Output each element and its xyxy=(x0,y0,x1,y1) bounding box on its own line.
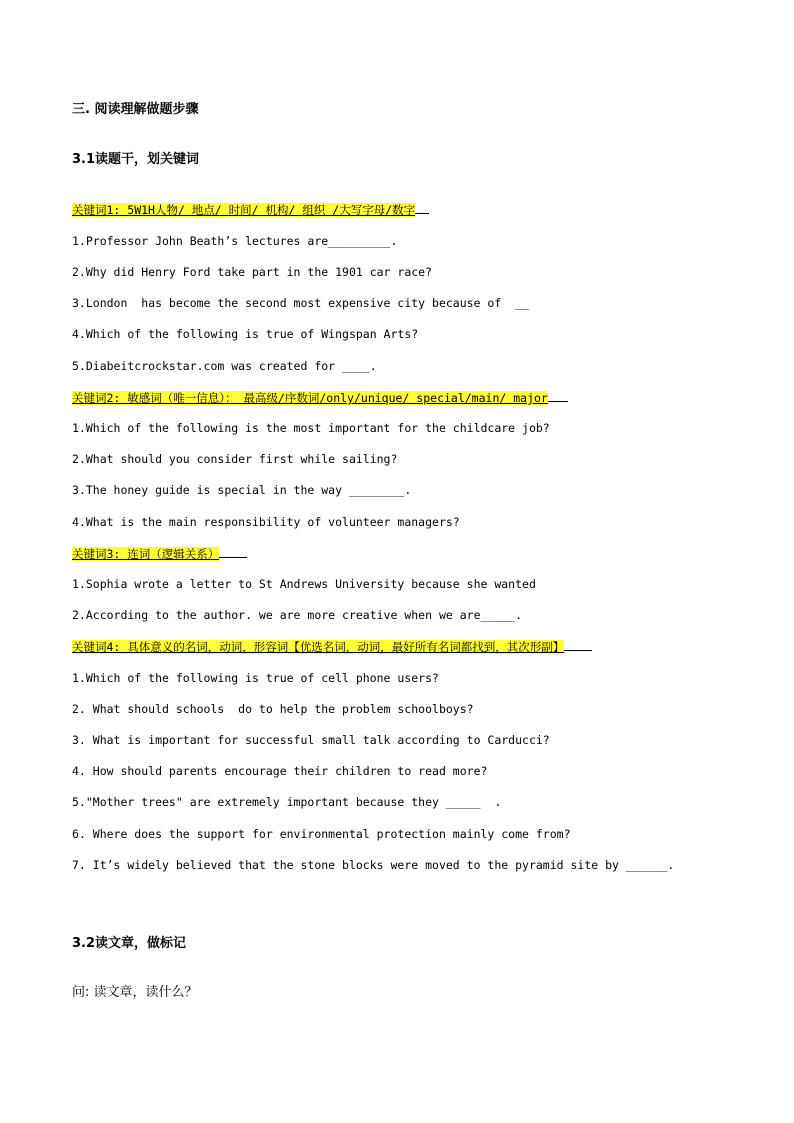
kw4-question-7: 7. It’s widely believed that the stone blocks were moved to the pyramid site by ______. xyxy=(72,858,675,872)
keyword-3-highlight: 关键词3: 连词（逻辑关系） xyxy=(72,547,220,561)
keyword-1-label xyxy=(72,201,429,218)
kw2-question-3: 3.The honey guide is special in the way ________. xyxy=(72,483,412,497)
kw1-question-5: 5.Diabeitcrockstar.com was created for ____. xyxy=(72,359,377,373)
kw4-question-1: 1.Which of the following is true of cell phone users? xyxy=(72,671,439,685)
kw1-question-2: 2.Why did Henry Ford take part in the 1901 car race? xyxy=(72,265,433,279)
kw1-question-1: 1.Professor John Beath’s lectures are_________. xyxy=(72,234,398,248)
reading-question-line: 问: 读文章，读什么？ xyxy=(72,985,198,1000)
kw2-question-4: 4.What is the main responsibility of volunteer managers? xyxy=(72,515,460,529)
keyword-4-underline-tail xyxy=(564,638,592,651)
kw4-question-2: 2. What should schools do to help the problem schoolboys? xyxy=(72,702,474,716)
kw1-question-3: 3.London has become the second most expensive city because of __ xyxy=(72,296,529,310)
keyword-2-highlight: 关键词2: 敏感词（唯一信息）： 最高级/序数词/only/unique/ special/main/ major xyxy=(72,391,548,405)
kw1-question-4: 4.Which of the following is true of Wingspan Arts? xyxy=(72,327,419,341)
keyword-3-label xyxy=(72,545,247,562)
section-title: 三. 阅读理解做题步骤 xyxy=(72,102,199,117)
keyword-4-highlight: 关键词4: 具体意义的名词，动词，形容词【优选名词，动词，最好所有名词都找到，其次形副】 xyxy=(72,640,565,654)
kw3-question-2: 2.According to the author. we are more creative when we are_____. xyxy=(72,608,523,622)
keyword-1-underline-tail xyxy=(415,201,429,214)
keyword-4-label xyxy=(72,638,592,655)
keyword-2-label xyxy=(72,389,568,406)
kw4-question-5: 5."Mother trees" are extremely important because they _____ . xyxy=(72,795,502,809)
kw4-question-6: 6. Where does the support for environmental protection mainly come from? xyxy=(72,827,571,841)
kw3-question-1: 1.Sophia wrote a letter to St Andrews University because she wanted xyxy=(72,577,536,591)
kw2-question-2: 2.What should you consider first while sailing? xyxy=(72,452,398,466)
keyword-2-underline-tail xyxy=(548,389,568,402)
keyword-3-underline-tail xyxy=(219,545,247,558)
kw4-question-3: 3. What is important for successful small talk according to Carducci? xyxy=(72,733,550,747)
keyword-1-highlight: 关键词1: 5W1H人物/ 地点/ 时间/ 机构/ 组织 /大写字母/数字 xyxy=(72,203,416,217)
subsection-title-3-2: 3.2读文章，做标记 xyxy=(72,936,187,951)
subsection-title-3-1: 3.1读题干，划关键词 xyxy=(72,152,200,167)
kw4-question-4: 4. How should parents encourage their children to read more? xyxy=(72,764,488,778)
kw2-question-1: 1.Which of the following is the most important for the childcare job? xyxy=(72,421,550,435)
